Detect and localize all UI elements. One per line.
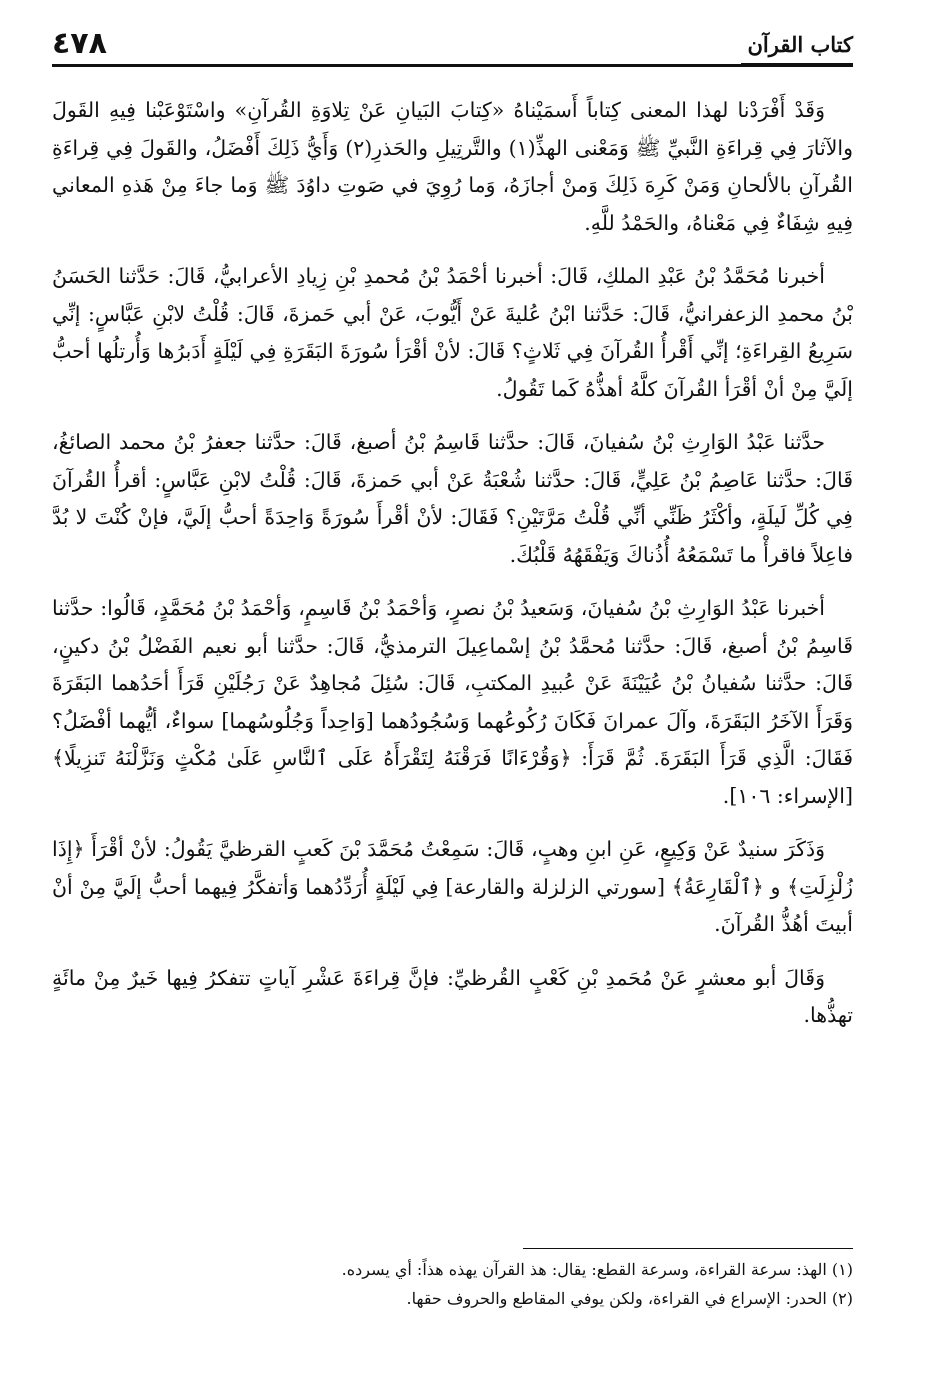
paragraph-hadith-3: أخبرنا عَبْدُ الوَارِثِ بْنُ سُفيانَ، وَسَعيدُ بْنُ نصرٍ، وَأحْمَدُ بْنُ قَاسِمٍ، وَأحْمَدُ بْنُ مُحَمَّدٍ، قَالُوا: حدَّثنا قَاسِمُ بْنُ أصبغ، قَالَ: حدَّثنا مُحمَّدُ بْنُ إسْماعِيلَ الترمذيُّ، قَالَ: حدَّثنا أبو نعيم الفَضْلُ بْنُ دكينٍ، قَالَ: حدَّثنا سُفيانُ بْنُ عُيَيْنَةَ عَنْ عُبيدِ المكتبِ، قَالَ: سُئِلَ مُجاهِدٌ عَنْ رَجُلَيْنِ قَرَأَ أحَدُهما البَقَرَةَ وَقَرَأَ الآخَرُ البَقَرَةَ، وآلَ عمرانَ فَكَانَ رُكُوعُهما وَسُجُودُهما [وَاحِداً وَجُلُوسُهما] سواءٌ، أيُّهما أفْضَلُ؟ فَقَالَ: الَّذِي قَرَأَ البَقَرَةَ. ثُمَّ قَرَأَ: ﴿وَقُرْءَانًا فَرَقْنَهُ لِتَقْرَأَهُ عَلَى ٱلنَّاسِ عَلَىٰ مُكْثٍ وَنَزَّلْنَهُ تَنزِيلًا﴾ [الإسراء: ١٠٦]. [52, 596, 853, 808]
paragraph-hadith-4: وَذَكَرَ سنيدٌ عَنْ وَكِيعٍ، عَنِ ابنِ وهبٍ، قَالَ: سَمِعْتُ مُحَمَّدَ بْنَ كَعبٍ القرظيَّ يَقُولُ: لأنْ أقْرَأَ ﴿إِذَا زُلْزِلَتِ﴾ و ﴿ٱلْقَارِعَةُ﴾ [سورتي الزلزلة والقارعة] فِي لَيْلَةٍ أُرَدِّدُهما وَأتفكَّرُ فِيهما أحبُّ إلَيَّ مِنْ أنْ أبيتَ أهُذُّ القُرآنَ. [52, 837, 853, 936]
paragraph-intro: وَقَدْ أَفْرَدْنا لهذا المعنى كِتاباً أَسمَيْناهُ «كِتابَ البَيانِ عَنْ تِلاوَةِ القُرآنِ» واسْتَوْعَبْنا فِيهِ القَولَ والآثارَ فِي قِراءَةِ النَّبيِّ ﷺ وَمَعْنى الهذِّ(١) والتَّرتِيلِ والحَذرِ(٢) وَأَيُّ ذَلِكَ أَفْضَلُ، والقَولَ فِي قِراءَةِ القُرآنِ بالألحانِ وَمَنْ كَرِهَ ذَلِكَ وَمنْ أجازَهُ، وَما رُوِيَ في صَوتِ داوُدَ ﷺ وَما جاءَ مِنْ هَذهِ المعاني فِيهِ شِفَاءٌ فِي مَعْناهُ، والحَمْدُ للَّهِ. [52, 98, 853, 235]
paragraph-hadith-2: حدَّثنا عَبْدُ الوَارِثِ بْنُ سُفيانَ، قَالَ: حدَّثنا قَاسِمُ بْنُ أصبغ، قَالَ: حدَّثنا جعفرُ بْنُ محمد الصائغُ، قَالَ: حدَّثنا عَاصِمُ بْنُ عَلِيٍّ، قَالَ: حدَّثنا شُعْبَةُ عَنْ أبي حَمزةَ، قَالَ: قُلْتُ لابْنِ عَبَّاسٍ: أقرأُ القُرآنَ فِي كُلِّ لَيلَةٍ، وأكْثَرُ ظَنِّي أنِّي قُلْتُ مَرَّتَيْنِ؟ فَقَالَ: لأنْ أقْرأَ سُورَةً وَاحِدَةً أحبُّ إلَيَّ، فإنْ كُنْتَ لا بُدَّ فاعِلاً فاقرأْ ما تَسْمَعُهُ أُذُناكَ وَيَفْقَهُهُ قَلْبُكَ. [52, 430, 853, 567]
paragraph-hadith-1: أخبرنا مُحَمَّدُ بْنُ عَبْدِ الملكِ، قَالَ: أخبرنا أحْمَدُ بْنُ مُحمدِ بْنِ زِيادِ الأعرابيُّ، قَالَ: حَدَّثنا الحَسَنُ بْنُ محمدِ الزعفرانيُّ، قَالَ: حَدَّثنا ابْنُ عُليةَ عَنْ أَيُّوبَ، عَنْ أبي حَمزةَ، قَالَ: قُلْتُ لابْنِ عَبَّاسٍ: إنِّي سَرِيعُ القِراءَةِ؛ إنِّي أَقْرأُ القُرآنَ فِي ثَلاثٍ؟ قَالَ: لأنْ أقْرَأ سُورَةَ البَقَرَةِ فِي لَيْلَةٍ أَدَبرُها وَأُرتلُها أحبُّ إلَيَّ مِنْ أنْ أقْرَأ القُرآنَ كلَّهُ أهذُّهُ كَما تَقُولُ. [52, 264, 853, 401]
page-header [52, 22, 853, 67]
footnote-divider [523, 1248, 853, 1249]
footnotes [52, 1248, 853, 1313]
footnote-1: (١) الهذ: سرعة القراءة، وسرعة القطع: يقال: هذ القرآن يهذه هذاً: أي يسرده. [341, 1260, 853, 1279]
main-text [52, 92, 853, 1047]
running-title: كتاب القرآن [741, 27, 853, 64]
footnote-2: (٢) الحدر: الإسراع في القراءة، ولكن يوفي المقاطع والحروف حقها. [406, 1289, 853, 1308]
page-number: ٤٧٨ [52, 26, 107, 61]
paragraph-hadith-5: وَقَالَ أبو معشرٍ عَنْ مُحَمدِ بْنِ كَعْبٍ القُرظيِّ: فإنَّ قِراءَةَ عَشْرِ آياتٍ تتفكرُ فِيها خَيرٌ مِنْ مائَةٍ تهذُّها. [52, 965, 853, 1027]
